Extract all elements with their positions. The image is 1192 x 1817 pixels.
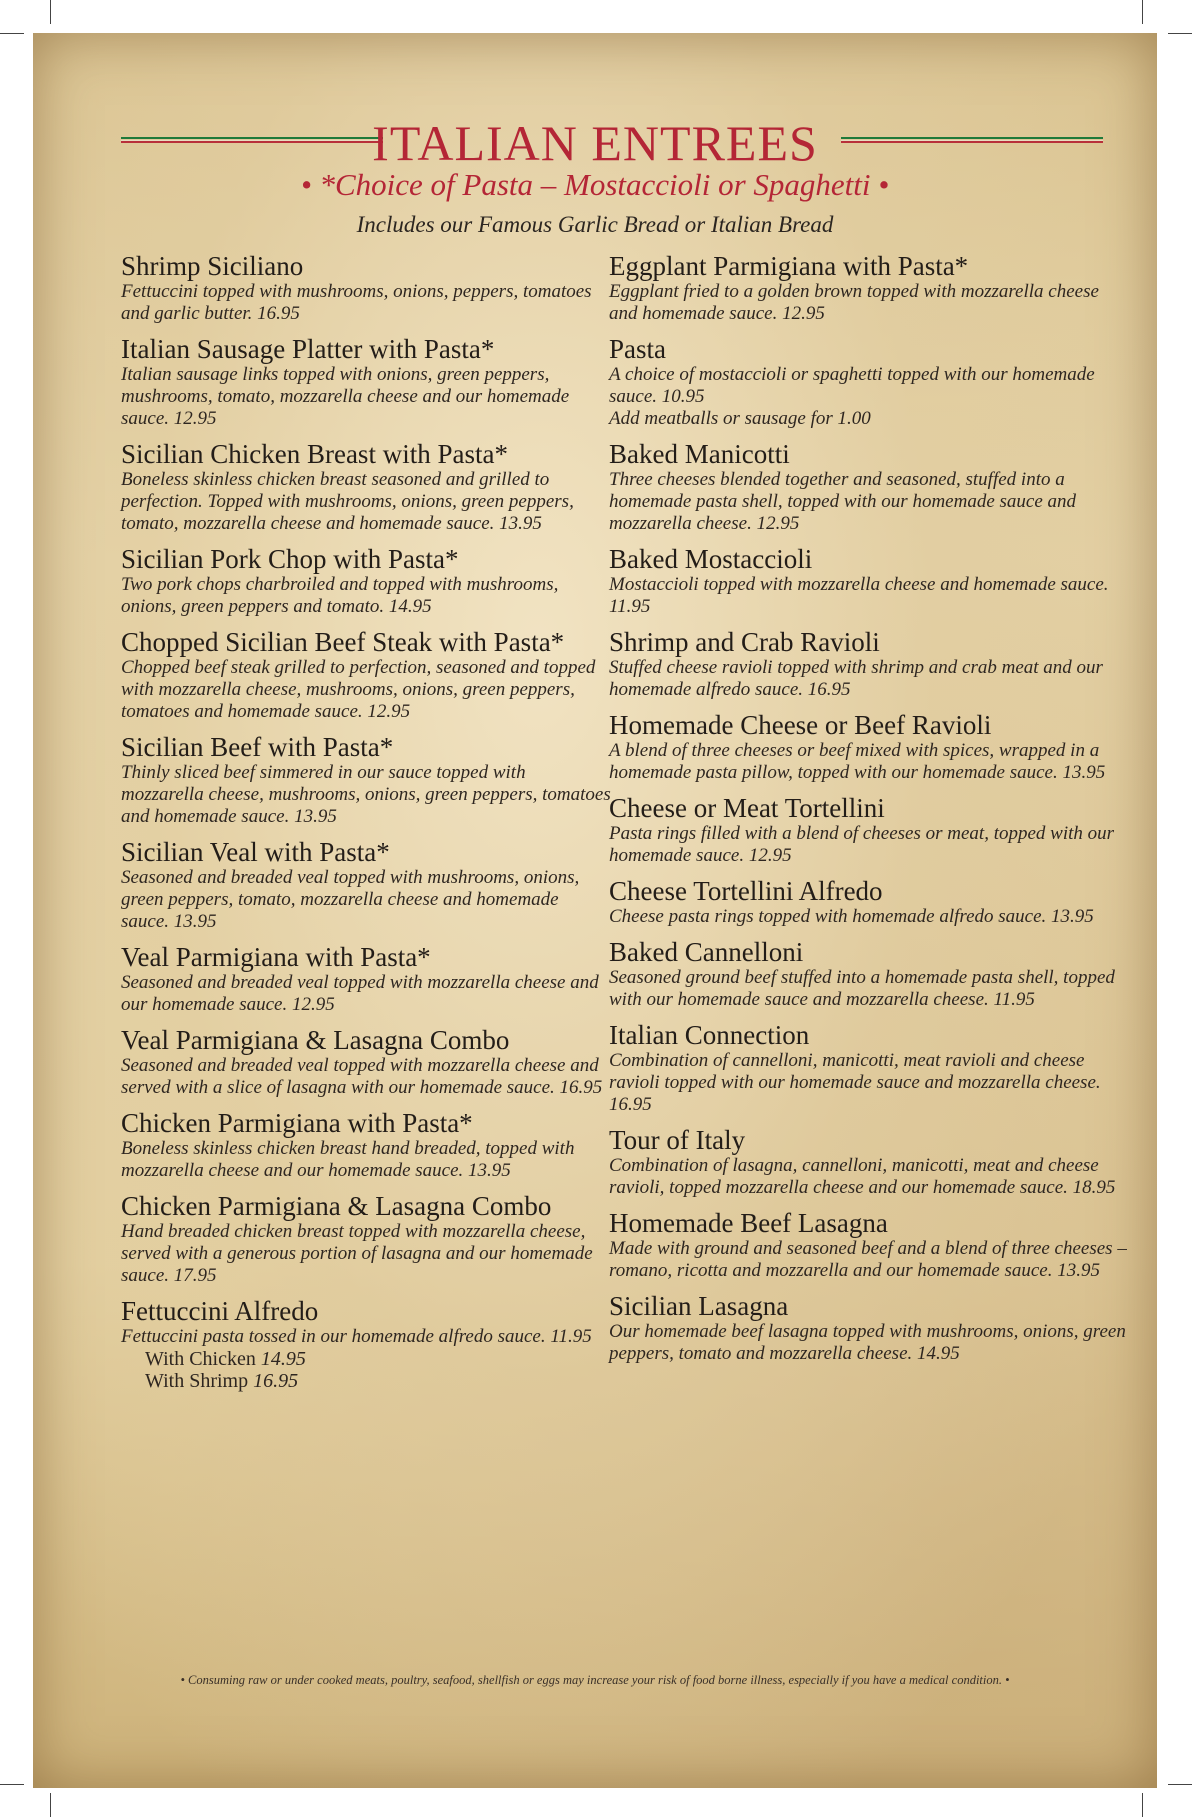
menu-page: [33, 33, 1157, 1788]
menu-item: [609, 627, 1129, 701]
page-title: ITALIAN ENTREES: [372, 115, 818, 171]
menu-item: [121, 627, 611, 723]
menu-item-name: Baked Mostaccioli: [609, 544, 813, 574]
menu-item: [609, 1020, 1129, 1116]
menu-item-description: Thinly sliced beef simmered in our sauce topped with mozzarella cheese, mushrooms, onions, green peppers, tomatoes and homemade sauce. 13.95: [121, 762, 611, 827]
menu-item-description: Two pork chops charbroiled and topped with mushrooms, onions, green peppers and tomato. 14.95: [121, 574, 559, 617]
menu-item: [121, 837, 611, 933]
menu-item: [609, 1291, 1129, 1365]
menu-item-description: Italian sausage links topped with onions, green peppers, mushrooms, tomato, mozzarella cheese and our homemade sauce. 12.95: [121, 364, 570, 429]
menu-item-name: Sicilian Beef with Pasta*: [121, 732, 394, 762]
crop-mark: [1142, 0, 1143, 24]
menu-item-description: A blend of three cheeses or beef mixed with spices, wrapped in a homemade pasta pillow, topped with our homemade sauce. 13.95: [609, 740, 1106, 783]
menu-item-name: Shrimp and Crab Ravioli: [609, 627, 880, 657]
menu-item-description: Cheese pasta rings topped with homemade alfredo sauce. 13.95: [609, 906, 1094, 927]
menu-item-description: Combination of lasagna, cannelloni, manicotti, meat and cheese ravioli, topped mozzarella cheese and our homemade sauce. 18.95: [609, 1155, 1116, 1198]
menu-item-name: Italian Connection: [609, 1020, 810, 1050]
menu-item: [609, 710, 1129, 784]
menu-item: [609, 793, 1129, 867]
menu-item-name: Baked Cannelloni: [609, 937, 804, 967]
menu-item: [121, 544, 611, 618]
menu-item-name: Pasta: [609, 334, 666, 364]
addon-price: 14.95: [260, 1348, 306, 1370]
menu-item: [609, 1125, 1129, 1199]
menu-item-name: Sicilian Veal with Pasta*: [121, 837, 390, 867]
menu-item-name: Chicken Parmigiana & Lasagna Combo: [121, 1191, 552, 1221]
crop-mark: [50, 1793, 51, 1817]
menu-item-name: Cheese Tortellini Alfredo: [609, 876, 883, 906]
menu-item-description: Chopped beef steak grilled to perfection, seasoned and topped with mozzarella cheese, mushrooms, onions, green peppers, tomatoes and homemade sauce. 12.95: [121, 657, 596, 722]
food-safety-footnote: • Consuming raw or under cooked meats, poultry, seafood, shellfish or eggs may increase your risk of food borne illness, especially if you have a medical condition. •: [180, 1673, 1010, 1687]
right-menu-column: [609, 251, 1129, 1374]
title-row: [33, 113, 1157, 173]
menu-item: [609, 937, 1129, 1011]
menu-item: [609, 876, 1129, 928]
menu-item-description: Our homemade beef lasagna topped with mushrooms, onions, green peppers, tomato and mozzarella cheese. 14.95: [609, 1321, 1126, 1364]
menu-item-name: Cheese or Meat Tortellini: [609, 793, 885, 823]
menu-item-name: Sicilian Chicken Breast with Pasta*: [121, 439, 508, 469]
menu-item: [609, 544, 1129, 618]
menu-item: [121, 732, 611, 828]
menu-item: [121, 439, 611, 535]
menu-item-name: Fettuccini Alfredo: [121, 1296, 319, 1326]
pasta-choice-subtitle: • *Choice of Pasta – Mostaccioli or Spaghetti •: [300, 167, 890, 202]
menu-item: [121, 1191, 611, 1287]
menu-item-description: Made with ground and seasoned beef and a blend of three cheeses – romano, ricotta and mozzarella and our homemade sauce. 13.95: [609, 1238, 1127, 1281]
left-menu-column: [121, 251, 611, 1401]
menu-item-name: Shrimp Siciliano: [121, 251, 304, 281]
menu-item: [121, 1108, 611, 1182]
menu-item-description: Fettuccini pasta tossed in our homemade alfredo sauce. 11.95: [121, 1326, 592, 1347]
menu-item: [609, 1208, 1129, 1282]
menu-item-description: Eggplant fried to a golden brown topped with mozzarella cheese and homemade sauce. 12.95: [609, 281, 1099, 324]
bread-includes-note: Includes our Famous Garlic Bread or Italian Bread: [356, 212, 834, 237]
menu-item-description: A choice of mostaccioli or spaghetti topped with our homemade sauce. 10.95 Add meatballs or sausage for 1.00: [609, 364, 1095, 429]
menu-item-name: Veal Parmigiana & Lasagna Combo: [121, 1025, 510, 1055]
crop-mark: [50, 0, 51, 24]
menu-item: [121, 251, 611, 325]
menu-item-name: Homemade Cheese or Beef Ravioli: [609, 710, 992, 740]
menu-item: [609, 439, 1129, 535]
menu-item-description: Boneless skinless chicken breast seasoned and grilled to perfection. Topped with mushrooms, onions, green peppers, tomato, mozzarella cheese and homemade sauce. 13.95: [121, 469, 574, 534]
menu-item-name: Veal Parmigiana with Pasta*: [121, 942, 431, 972]
menu-item-description: Seasoned and breaded veal topped with mozzarella cheese and served with a slice of lasagna with our homemade sauce. 16.95: [121, 1055, 603, 1098]
crop-mark: [1168, 1784, 1192, 1785]
menu-item-name: Tour of Italy: [609, 1125, 746, 1155]
crop-mark: [0, 1784, 24, 1785]
crop-mark: [0, 33, 24, 34]
menu-item-description: Three cheeses blended together and seasoned, stuffed into a homemade pasta shell, topped with our homemade sauce and mozzarella cheese. 12.95: [609, 469, 1077, 534]
menu-item-name: Italian Sausage Platter with Pasta*: [121, 334, 495, 364]
menu-item-name: Chopped Sicilian Beef Steak with Pasta*: [121, 627, 565, 657]
menu-item-description: Seasoned and breaded veal topped with mozzarella cheese and our homemade sauce. 12.95: [121, 972, 599, 1015]
menu-item: [121, 942, 611, 1016]
menu-item-addon: [121, 1370, 611, 1392]
menu-item-description: Boneless skinless chicken breast hand breaded, topped with mozzarella cheese and our homemade sauce. 13.95: [121, 1138, 575, 1181]
menu-item: [609, 251, 1129, 325]
addon-price: 16.95: [253, 1370, 299, 1392]
menu-item-addon: [121, 1348, 611, 1370]
menu-item: [121, 334, 611, 430]
menu-item-name: Eggplant Parmigiana with Pasta*: [609, 251, 969, 281]
menu-item-name: Sicilian Lasagna: [609, 1291, 789, 1321]
menu-item-description: Hand breaded chicken breast topped with mozzarella cheese, served with a generous portion of lasagna and our homemade sauce. 17.95: [121, 1221, 593, 1286]
menu-item-description: Stuffed cheese ravioli topped with shrimp and crab meat and our homemade alfredo sauce. 16.95: [609, 657, 1103, 700]
menu-item-description: Combination of cannelloni, manicotti, meat ravioli and cheese ravioli topped with our homemade sauce and mozzarella cheese. 16.95: [609, 1050, 1101, 1115]
menu-item-description: Mostaccioli topped with mozzarella cheese and homemade sauce. 11.95: [609, 574, 1109, 617]
menu-item-description: Fettuccini topped with mushrooms, onions, peppers, tomatoes and garlic butter. 16.95: [121, 281, 592, 324]
crop-mark: [1142, 1793, 1143, 1817]
menu-item-name: Sicilian Pork Chop with Pasta*: [121, 544, 459, 574]
addon-label: With Shrimp: [145, 1370, 249, 1392]
menu-item-description: Seasoned and breaded veal topped with mushrooms, onions, green peppers, tomato, mozzarella cheese and homemade sauce. 13.95: [121, 867, 580, 932]
menu-item-description: Seasoned ground beef stuffed into a homemade pasta shell, topped with our homemade sauce and mozzarella cheese. 11.95: [609, 967, 1115, 1010]
crop-mark: [1168, 33, 1192, 34]
menu-item-name: Baked Manicotti: [609, 439, 790, 469]
menu-item-name: Chicken Parmigiana with Pasta*: [121, 1108, 473, 1138]
menu-item-description: Pasta rings filled with a blend of cheeses or meat, topped with our homemade sauce. 12.95: [609, 823, 1115, 866]
menu-item: [121, 1025, 611, 1099]
menu-item: [121, 1296, 611, 1392]
menu-item-name: Homemade Beef Lasagna: [609, 1208, 888, 1238]
addon-label: With Chicken: [145, 1348, 256, 1370]
menu-item: [609, 334, 1129, 430]
